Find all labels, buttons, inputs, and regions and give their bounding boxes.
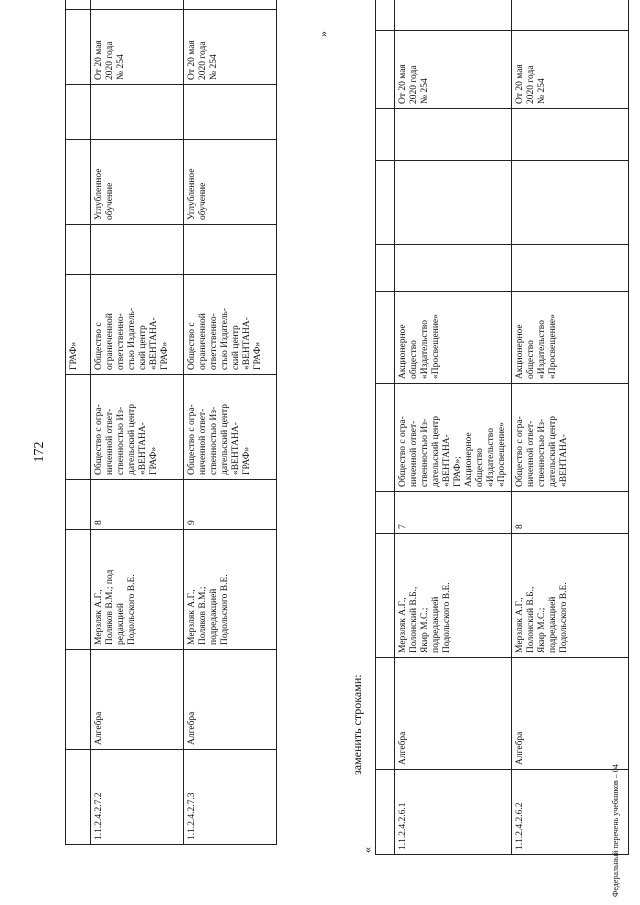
table-cell: 7 — [395, 492, 512, 534]
table-cell: 8 — [91, 480, 184, 530]
table-cell — [184, 0, 277, 10]
table-cell — [376, 492, 395, 534]
table-cell — [376, 658, 395, 770]
table-cell — [66, 480, 91, 530]
table-cell — [376, 31, 395, 109]
table-bottom — [375, 0, 629, 855]
table-cell — [395, 109, 512, 161]
table-cell: Алгебра — [91, 650, 184, 750]
table-cell: Мерзляк А.Г., Поляков В.М.; под редакцией Подольского В.Е. — [91, 530, 184, 650]
table-cell: Акционерное общество «Издательство «Просвещение» — [512, 292, 629, 384]
table-cell — [376, 384, 395, 492]
closing-quote: » — [316, 31, 330, 37]
table-row — [184, 0, 277, 845]
table-cell — [376, 534, 395, 658]
table-cell — [91, 0, 184, 10]
table-cell: Мерзляк А.Г., Полонский В.Б., Якир М.С.; подредакцией Подольского В.Е. — [512, 534, 629, 658]
table-cell — [91, 85, 184, 140]
table-cell: От 20 мая 2020 года № 254 — [91, 10, 184, 85]
table-cell: Общество с огра- ниченной ответ- ственностью Из- дательский центр «ВЕНТАНА- — [512, 384, 629, 492]
table-cell — [376, 245, 395, 292]
table-cell — [66, 140, 91, 225]
table-cell — [512, 109, 629, 161]
table-cell: От 20 мая 2020 года № 254 — [512, 31, 629, 109]
table-cell — [66, 10, 91, 85]
table-cell — [376, 292, 395, 384]
instruction-text: заменить строками: — [350, 674, 364, 775]
table-cell: Алгебра — [512, 658, 629, 770]
table-cell — [395, 161, 512, 245]
table-cell — [66, 650, 91, 750]
table-cell: Акционерное общество «Издательство «Просвещение» — [395, 292, 512, 384]
table-cell: Углубленное обучение — [91, 140, 184, 225]
table-cell: Алгебра — [395, 658, 512, 770]
table-cell — [66, 225, 91, 275]
footer-text: Федеральный перечень учебников – 04 — [611, 764, 620, 897]
table-cell: 1.1.2.4.2.7.3 — [184, 750, 277, 845]
table-cell — [376, 161, 395, 245]
table-row — [91, 0, 184, 845]
table-row — [395, 0, 512, 855]
table-cell — [184, 85, 277, 140]
table-cell: От 20 мая 2020 года № 254 — [395, 31, 512, 109]
table-row — [512, 0, 629, 855]
table-cell: Общество с огра- ниченной ответ- ственностью Из- дательский центр «ВЕНТАНА- ГРАФ» — [184, 375, 277, 480]
table-cell: Общество с огра- ниченной ответ- ственностью Из- дательский центр «ВЕНТАНА- ГРАФ»; Акционерное общество «Издательство «Просвещение» — [395, 384, 512, 492]
table-cell — [66, 530, 91, 650]
table-cell — [91, 225, 184, 275]
table-cell — [395, 0, 512, 31]
table-cell — [376, 0, 395, 31]
table-cell: Алгебра — [184, 650, 277, 750]
table-cell: Общество с огра- ниченной ответ- ственностью Из- дательский центр «ВЕНТАНА- ГРАФ» — [91, 375, 184, 480]
table-cell: Общество с ограниченной ответственно- стью Издатель- ский центр «ВЕНТАНА- ГРАФ» — [184, 275, 277, 375]
table-cell: 1.1.2.4.2.6.2 — [512, 770, 629, 855]
table-row — [376, 0, 395, 855]
table-cell — [376, 770, 395, 855]
table-cell: 1.1.2.4.2.7.2 — [91, 750, 184, 845]
table-cell — [376, 109, 395, 161]
opening-quote: « — [360, 847, 374, 853]
table-cell: 8 — [512, 492, 629, 534]
table-top — [65, 0, 277, 845]
table-cell: От 20 мая 2020 года № 254 — [184, 10, 277, 85]
table-row — [66, 0, 91, 845]
table-cell — [512, 0, 629, 31]
table-cell: Мерзляк А.Г., Полонский В.Б., Якир М.С.; подредакцией Подольского В.Е. — [395, 534, 512, 658]
table-cell — [184, 225, 277, 275]
table-cell: Мерзляк А.Г., Поляков В.М.; подредакцией Подольского В.Е. — [184, 530, 277, 650]
table-cell — [512, 245, 629, 292]
table-cell — [512, 161, 629, 245]
table-cell — [66, 375, 91, 480]
table-cell: ГРАФ» — [66, 275, 91, 375]
table-cell: 9 — [184, 480, 277, 530]
table-cell: Общество с ограниченной ответственно- стью Издатель- ский центр «ВЕНТАНА- ГРАФ» — [91, 275, 184, 375]
table-cell: Углубленное обучение — [184, 140, 277, 225]
table-cell — [66, 85, 91, 140]
table-cell: 1.1.2.4.2.6.1 — [395, 770, 512, 855]
table-cell — [395, 245, 512, 292]
table-cell — [66, 750, 91, 845]
table-cell — [66, 0, 91, 10]
